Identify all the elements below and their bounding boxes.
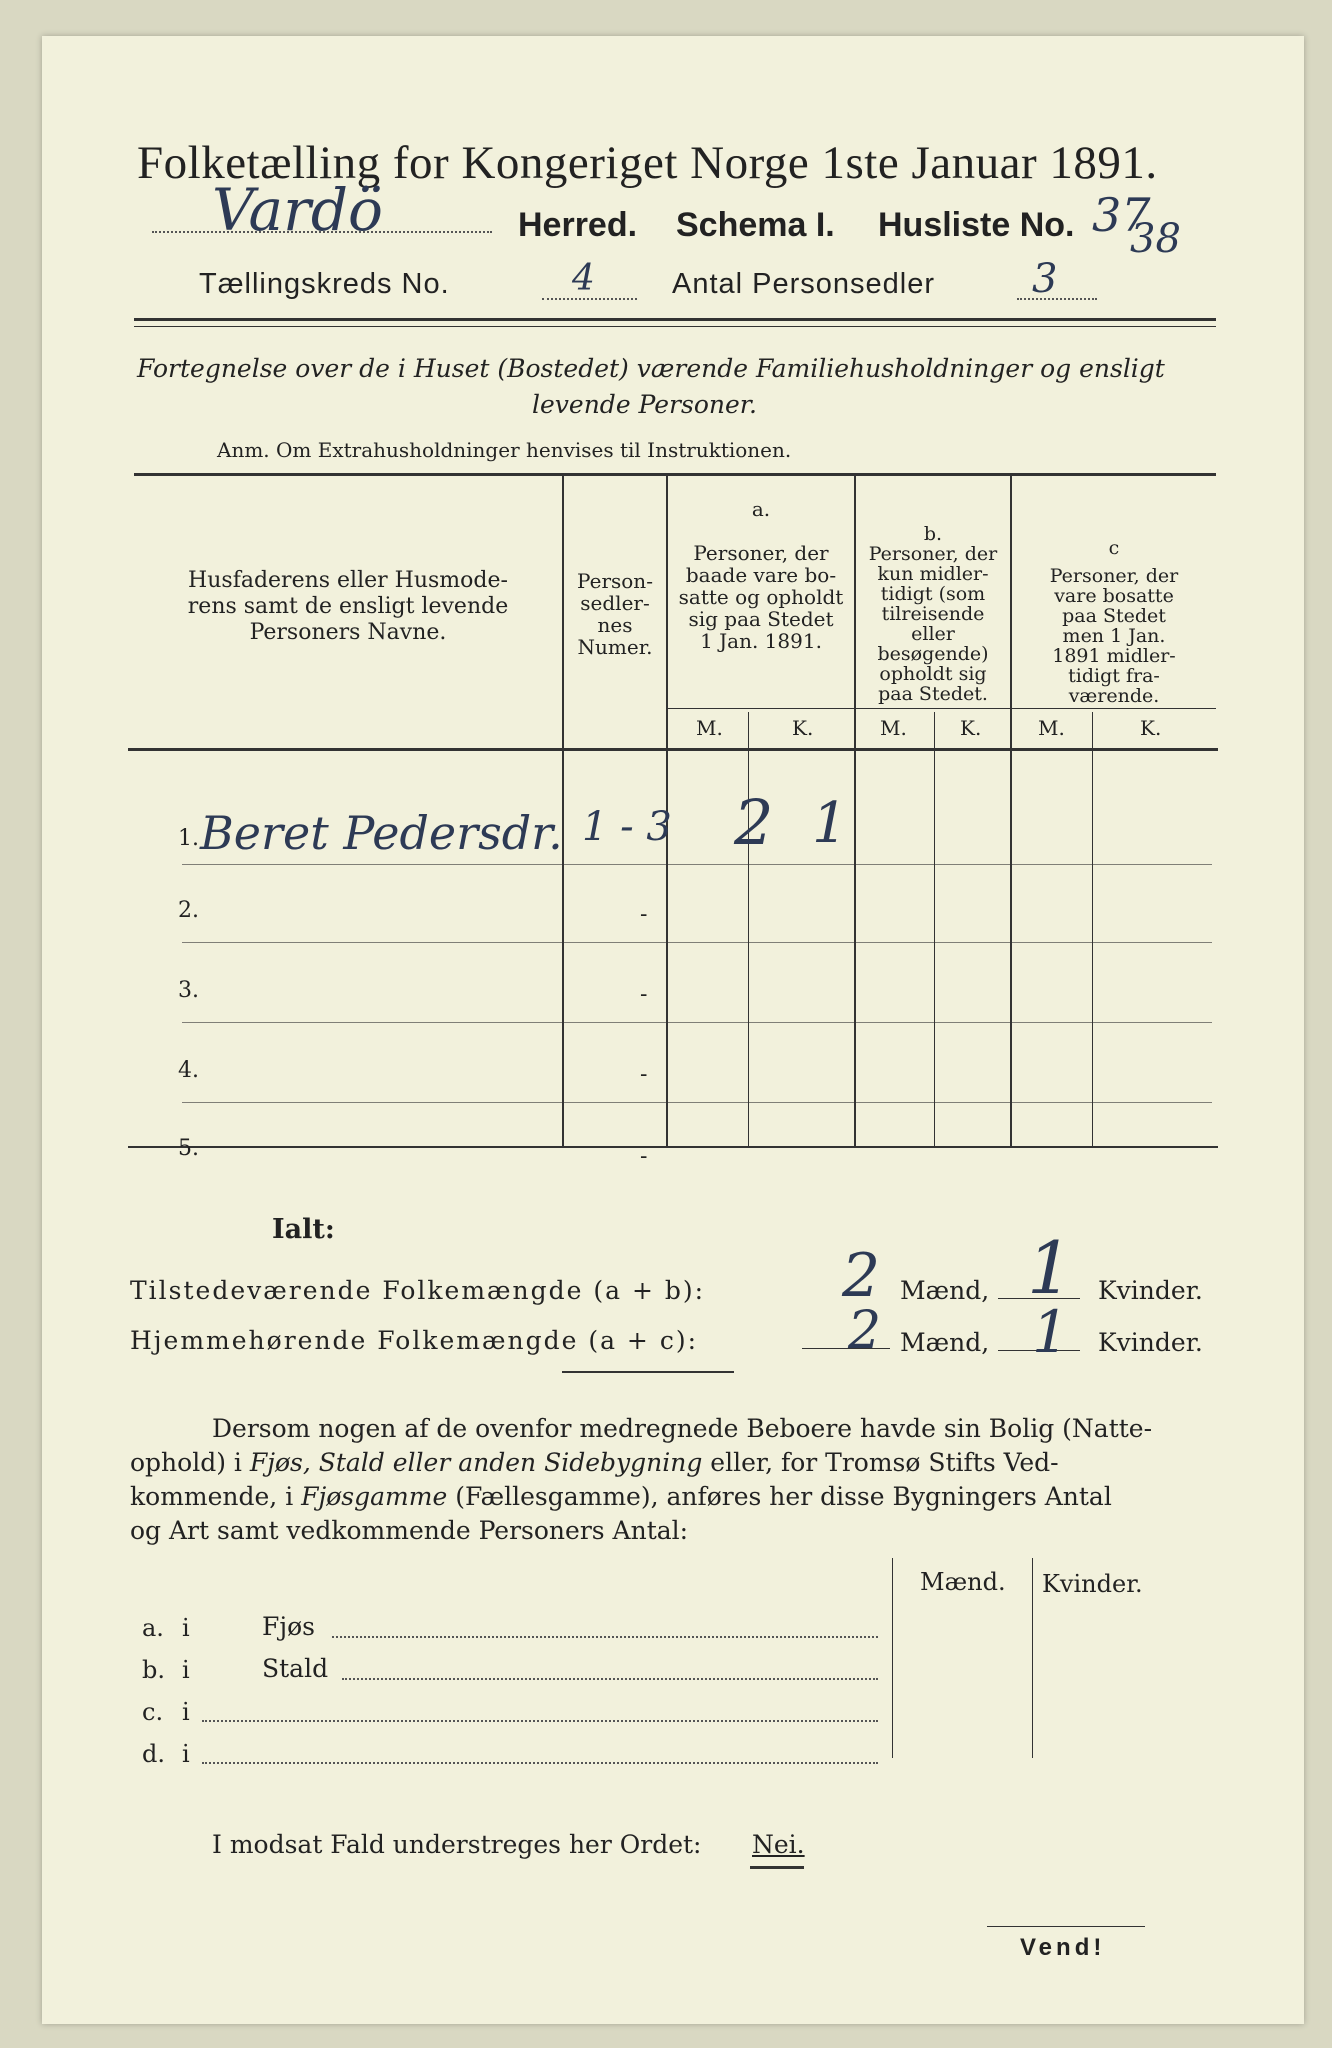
building-d-letter: d. [142, 1740, 165, 1768]
vend-text: Vend! [1020, 1934, 1106, 1961]
nei-word: Nei. [752, 1830, 805, 1859]
header-num-line3: nes [597, 613, 633, 637]
table-head-rule [128, 748, 1218, 751]
header-a-line1: Personer, der [693, 541, 829, 565]
col-line-a-mk [748, 712, 749, 1146]
kreds-label: Tællingskreds No. [199, 268, 450, 300]
tilstede-kvinder-label: Kvinder. [1098, 1276, 1203, 1305]
header-c-line3: paa Stedet [1062, 605, 1166, 627]
building-d-dots [202, 1762, 878, 1764]
hjemme-maend-value: 2 [848, 1301, 882, 1361]
header-names-line2: rens samt de ensligt levende [187, 594, 509, 619]
building-col-line-1 [892, 1558, 893, 1758]
header-b-line6: besøgende) [877, 643, 989, 665]
a-m-header: M. [696, 716, 723, 740]
header-a-line4: sig paa Stedet [688, 607, 834, 631]
row-4-num: - [640, 1062, 648, 1087]
row-1-number: 1. [178, 826, 199, 851]
b-m-header: M. [880, 716, 907, 740]
a-k-header: K. [792, 716, 814, 740]
building-d-i: i [182, 1740, 190, 1768]
ialt-label: Ialt: [272, 1214, 335, 1245]
building-a-text: Fjøs [262, 1612, 315, 1641]
header-c [1012, 538, 1216, 706]
header-c-line6: tidigt fra- [1068, 665, 1160, 687]
header-names [138, 568, 558, 646]
header-c-line4: men 1 Jan. [1062, 625, 1166, 647]
col-line-b-mk [934, 712, 935, 1146]
row-1-num: 1 - 3 [582, 804, 672, 850]
building-b-text: Stald [262, 1654, 329, 1683]
header-a-line3: satte og opholdt [678, 585, 844, 609]
building-b-dots [342, 1678, 878, 1680]
tilstede-label: Tilstedeværende Folkemængde (a + b): [130, 1276, 706, 1305]
row-3-number: 3. [178, 978, 199, 1003]
header-names-line3: Personers Navne. [249, 620, 447, 645]
building-c-letter: c. [142, 1698, 164, 1726]
antal-label: Antal Personsedler [672, 268, 936, 300]
building-c-dots [202, 1720, 878, 1722]
hjemme-maend-label: Mænd, [900, 1328, 990, 1357]
census-form-page [42, 36, 1304, 2024]
intro-line2: levende Personer. [532, 390, 757, 419]
row-4-number: 4. [178, 1058, 199, 1083]
row-2-number: 2. [178, 898, 199, 923]
col-line-c-mk [1092, 712, 1093, 1146]
table-top-rule [134, 473, 1216, 476]
header-b-letter: b. [923, 523, 943, 545]
header-num-line2: sedler- [580, 591, 650, 615]
herred-handwritten: Vardö [212, 176, 383, 244]
hjemme-label: Hjemmehørende Folkemængde (a + c): [130, 1326, 698, 1355]
schema-label: Schema I. [676, 206, 835, 244]
row-2-line [182, 942, 1212, 943]
header-b-line1: Personer, der [868, 543, 998, 565]
header-a-line5: 1 Jan. 1891. [700, 629, 822, 653]
husliste-number-alt: 38 [1130, 216, 1181, 262]
subhead-line-c [1012, 708, 1216, 709]
row-5-number: 5. [178, 1136, 199, 1161]
building-a-letter: a. [142, 1614, 164, 1642]
form-title: Folketælling for Kongeriget Norge 1ste Januar 1891. [137, 137, 1158, 189]
header-a [668, 498, 854, 652]
dersom-line1: Dersom nogen af de ovenfor medregnede Beboere havde sin Bolig (Natte- [212, 1414, 1153, 1443]
building-b-i: i [182, 1656, 190, 1684]
row-5-num: - [640, 1144, 648, 1169]
header-b-line3: tidigt (som [880, 583, 986, 605]
intro-line1: Fortegnelse over de i Huset (Bostedet) værende Familiehusholdninger og ensligt [137, 354, 1165, 383]
dersom-line3: kommende, i Fjøsgamme (Fællesgamme), anføres her disse Bygningers Antal [130, 1482, 1112, 1511]
header-names-line1: Husfaderens eller Husmode- [188, 568, 508, 593]
row-1-a-m: 2 [734, 786, 774, 859]
header-rule-thin [134, 326, 1216, 327]
header-b-line5: eller [911, 623, 955, 645]
row-3-num: - [640, 982, 648, 1007]
row-3-line [182, 1022, 1212, 1023]
header-a-letter: a. [751, 497, 771, 521]
kreds-number: 4 [572, 258, 595, 299]
dersom-line2: ophold) i Fjøs, Stald eller anden Sidebygning eller, for Tromsø Stifts Ved- [130, 1448, 1059, 1477]
header-c-line1: Personer, der [1049, 565, 1179, 587]
building-a-i: i [182, 1614, 190, 1642]
c-k-header: K. [1140, 716, 1162, 740]
row-2-num: - [640, 902, 648, 927]
header-c-line5: 1891 midler- [1052, 645, 1176, 667]
header-c-line2: vare bosatte [1054, 585, 1174, 607]
subhead-line-a [668, 708, 854, 709]
row-1-a-k: 1 [812, 791, 848, 856]
table-bottom-rule [128, 1146, 1218, 1148]
header-b-line4: tilreisende [881, 603, 985, 625]
modsat-text: I modsat Fald understreges her Ordet: [212, 1830, 702, 1859]
building-col-line-2 [1032, 1558, 1033, 1758]
header-num-line4: Numer. [577, 635, 653, 659]
header-b-line8: paa Stedet. [878, 683, 988, 705]
building-c-i: i [182, 1698, 190, 1726]
c-m-header: M. [1038, 716, 1065, 740]
section-divider [562, 1371, 734, 1373]
header-b-line7: opholdt sig [879, 663, 987, 685]
header-a-line2: baade vare bo- [685, 563, 837, 587]
building-b-letter: b. [142, 1656, 165, 1684]
row-1-line [182, 864, 1212, 865]
header-c-letter: c [1108, 537, 1120, 559]
hjemme-kvinder-label: Kvinder. [1098, 1328, 1203, 1357]
header-num-line1: Person- [577, 569, 653, 593]
antal-number: 3 [1032, 256, 1058, 302]
tilstede-kvinder-value: 1 [1027, 1226, 1073, 1310]
header-rule [134, 318, 1216, 321]
building-a-dots [332, 1636, 878, 1638]
building-maend-header: Mænd. [920, 1568, 1006, 1596]
header-c-line7: værende. [1068, 685, 1160, 707]
building-kvinder-header: Kvinder. [1042, 1570, 1143, 1598]
vend-rule [987, 1926, 1145, 1927]
row-4-line [182, 1102, 1212, 1103]
header-num [564, 570, 666, 658]
row-1-name: Beret Pedersdr. [200, 806, 563, 860]
header-b [856, 524, 1010, 704]
nei-underline [750, 1866, 804, 1869]
b-k-header: K. [960, 716, 982, 740]
subhead-line-b [856, 708, 1010, 709]
herred-label: Herred. [518, 206, 638, 244]
dersom-line4: og Art samt vedkommende Personers Antal: [130, 1516, 689, 1545]
husliste-number: 37 [1092, 188, 1151, 242]
tilstede-maend-label: Mænd, [900, 1276, 990, 1305]
header-b-line2: kun midler- [877, 563, 989, 585]
hjemme-kvinder-value: 1 [1032, 1298, 1069, 1366]
tilstede-maend-value: 2 [842, 1241, 881, 1311]
anm-note: Anm. Om Extrahusholdninger henvises til Instruktionen. [217, 438, 792, 462]
husliste-label: Husliste No. [878, 206, 1075, 244]
